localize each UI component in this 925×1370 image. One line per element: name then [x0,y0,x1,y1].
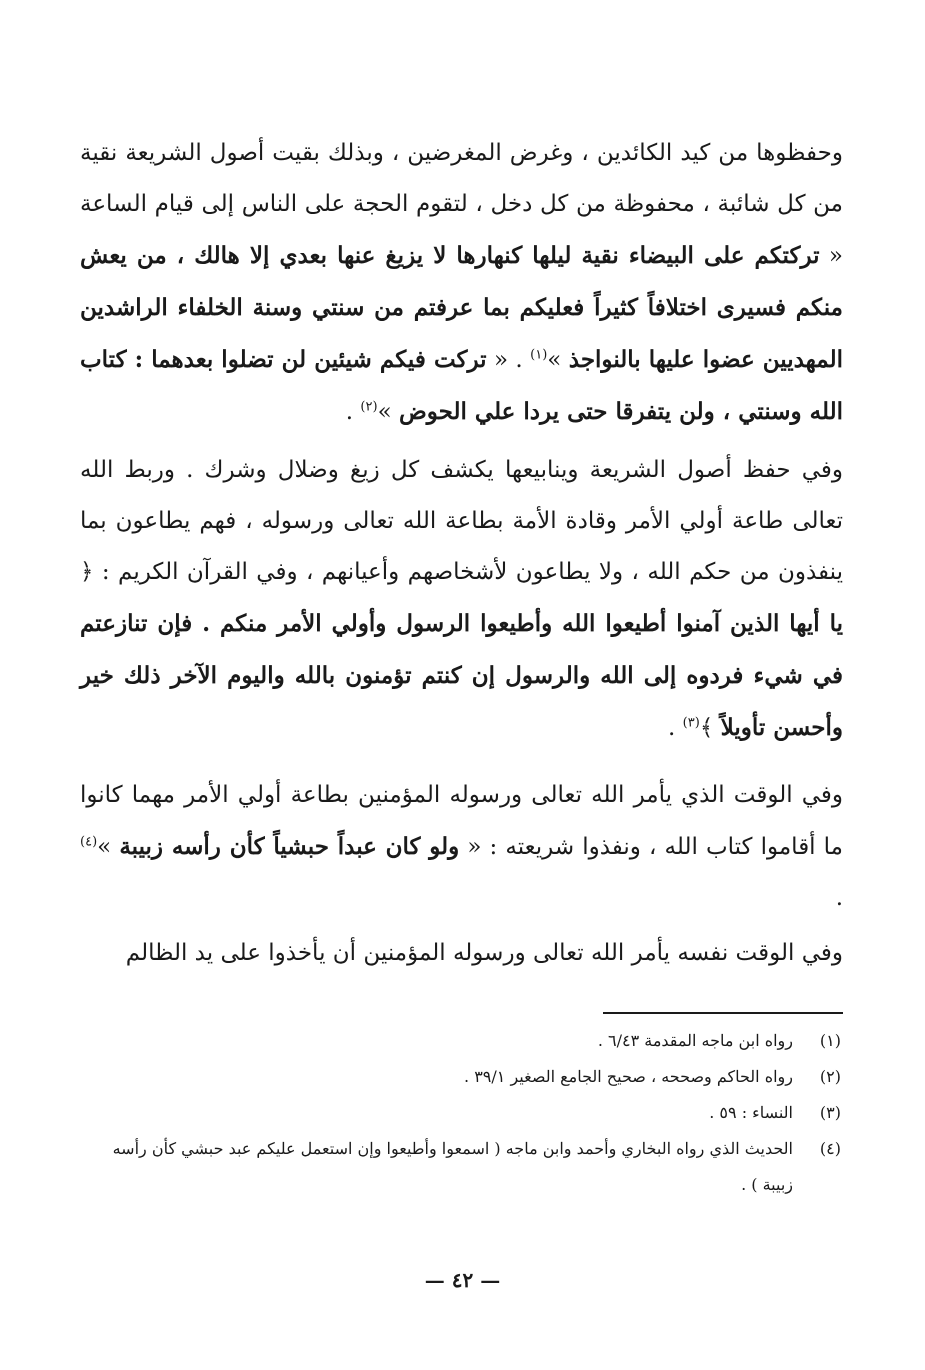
footnotes [80,1023,841,1203]
footnote [80,1023,841,1059]
body-text: » [377,399,399,425]
paragraph-1 [80,128,843,438]
footnote-ref: (٤) [80,834,98,850]
quoted-text: تركتكم على البيضاء نقية ليلها كنهارها لا يزيغ عنها بعدي إلا هالك ، من يعش منكم فسيرى اختلافاً كثيراً فعليكم بما عرفتم من سنتي وسنة الخلفاء الراشدين المهديين عضوا عليها بالنواجذ [80,242,843,373]
footnote-text: رواه ابن ماجه المقدمة ٦/٤٣ . [597,1031,793,1050]
footnote-number: (٢) [819,1067,841,1086]
footnote [80,1095,841,1131]
paragraph-3 [80,770,843,924]
body-text: وفي حفظ أصول الشريعة وينابيعها يكشف كل زيغ وضلال وشرك . وربط الله تعالى طاعة أولي الأمر وقادة الأمة بطاعة الله تعالى ورسوله ، فهم يطاعون بما ينفذون من حكم الله ، ولا يطاعون لأشخاصهم وأعيانهم ، وفي القرآن الكريم : ﴿ [80,457,843,585]
body-text: » [97,834,120,860]
footnote-ref: (٣) [682,715,700,731]
footnote-ref: (١) [530,347,548,363]
footnote-divider [603,1012,843,1014]
body-text: . [345,399,361,425]
page-number: — ٤٢ — [424,1268,501,1292]
footnote-number: (٤) [819,1139,841,1158]
footnote-number: (١) [819,1031,841,1050]
quoted-text: تركت فيكم شيئين لن تضلوا بعدهما : كتاب الله وسنتي ، ولن يتفرقا حتى يردا علي الحوض [80,346,843,425]
body-text: » [547,347,569,373]
footnote [80,1131,841,1203]
body-text: وحفظوها من كيد الكائدين ، وغرض المغرضين ، وبذلك بقيت أصول الشريعة نقية من كل شائبة ، محفوظة من كل دخل ، لتقوم الحجة على الناس إلى قيام الساعة « [80,140,843,269]
body-text: . [668,715,683,741]
body-text: . [835,885,843,911]
footnote-text: الحديث الذي رواه البخاري وأحمد وابن ماجه ( اسمعوا وأطيعوا وإن استعمل عليكم عبد حبشي كأن رأسه زبيبة ) . [112,1139,793,1194]
paragraph-4 [80,928,843,979]
footnote-text: رواه الحاكم وصححه ، صحيح الجامع الصغير ٣٩/١ . [464,1067,793,1086]
footnote-number: (٣) [819,1103,841,1122]
paragraph-2 [80,445,843,754]
quoted-text: يا أيها الذين آمنوا أطيعوا الله وأطيعوا الرسول وأولي الأمر منكم . فإن تنازعتم في شيء فردوه إلى الله والرسول إن كنتم تؤمنون بالله واليوم الآخر ذلك خير وأحسن تأويلاً [80,610,844,741]
footnote-text: النساء : ٥٩ . [709,1103,793,1122]
footnote-ref: (٢) [360,399,378,415]
quoted-text: ولو كان عبداً حبشياً كأن رأسه زبيبة [119,833,460,860]
footnote [80,1059,841,1095]
body-text: ﴾ [699,715,721,741]
body-text: . « [486,347,531,373]
body-text: وفي الوقت الذي يأمر الله تعالى ورسوله المؤمنين بطاعة أولي الأمر مهما كانوا ما أقاموا كتاب الله ، ونفذوا شريعته : « [80,782,843,860]
body-text: وفي الوقت نفسه يأمر الله تعالى ورسوله المؤمنين أن يأخذوا على يد الظالم [125,940,843,966]
